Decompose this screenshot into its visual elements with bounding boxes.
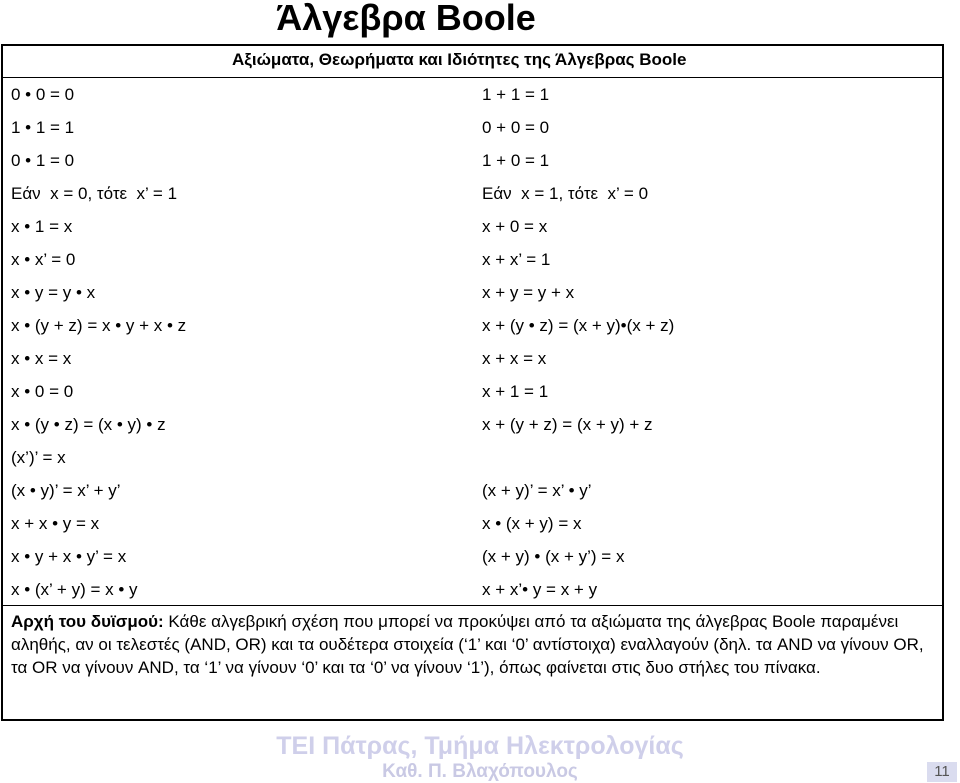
table-row — [0, 573, 944, 606]
or-identity: x + x’ = 1 — [482, 250, 551, 269]
and-identity: x • y = y • x — [11, 283, 96, 302]
table-row — [0, 309, 944, 342]
table-row — [0, 177, 944, 210]
or-identity: x + (y • z) = (x + y)•(x + z) — [482, 316, 675, 335]
and-identity: Εάν x = 0, τότε x’ = 1 — [11, 184, 178, 203]
and-identity: 1 • 1 = 1 — [11, 118, 75, 137]
table-row — [0, 474, 944, 507]
table-row — [0, 111, 944, 144]
or-identity: x + 1 = 1 — [482, 382, 549, 401]
and-identity: x • y + x • y’ = x — [11, 547, 127, 566]
and-identity: x • (y + z) = x • y + x • z — [11, 316, 187, 335]
table-row — [0, 408, 944, 441]
or-identity: 1 + 0 = 1 — [482, 151, 550, 170]
page-title: Άλγεβρα Boole — [276, 0, 536, 38]
and-identity: 0 • 1 = 0 — [11, 151, 75, 170]
table-row — [0, 342, 944, 375]
table-row — [0, 243, 944, 276]
table-row — [0, 540, 944, 573]
or-identity: x + x’• y = x + y — [482, 580, 598, 599]
or-identity: (x + y)’ = x’ • y’ — [482, 481, 592, 500]
or-identity: 0 + 0 = 0 — [482, 118, 550, 137]
duality-principle — [11, 610, 936, 679]
duality-label: Αρχή του δυϊσμού: — [11, 612, 164, 631]
and-identity: (x’)’ = x — [11, 448, 66, 467]
or-identity: x + y = y + x — [482, 283, 575, 302]
or-identity: x • (x + y) = x — [482, 514, 582, 533]
table-row — [0, 441, 944, 474]
table-row — [0, 375, 944, 408]
table-row — [0, 276, 944, 309]
and-identity: x • (y • z) = (x • y) • z — [11, 415, 166, 434]
page-number: 11 — [927, 762, 957, 782]
and-identity: x • 1 = x — [11, 217, 73, 236]
and-identity: x • x = x — [11, 349, 72, 368]
table-row — [0, 210, 944, 243]
and-identity: x • x’ = 0 — [11, 250, 76, 269]
table-row — [0, 144, 944, 177]
footer-author: Καθ. Π. Βλαχόπουλος — [382, 761, 578, 782]
and-identity: x • (x’ + y) = x • y — [11, 580, 138, 599]
and-identity: (x • y)’ = x’ + y’ — [11, 481, 121, 500]
and-identity: x • 0 = 0 — [11, 382, 74, 401]
or-identity: x + (y + z) = (x + y) + z — [482, 415, 653, 434]
or-identity: 1 + 1 = 1 — [482, 85, 550, 104]
footer-institution: ΤΕΙ Πάτρας, Τμήμα Ηλεκτρολογίας — [276, 732, 684, 760]
or-identity: x + x = x — [482, 349, 547, 368]
table-row — [0, 507, 944, 540]
table-caption: Αξιώματα, Θεωρήματα και Ιδιότητες της Άλγεβρας Boole — [232, 50, 687, 69]
table-row — [0, 78, 944, 111]
and-identity: x + x • y = x — [11, 514, 100, 533]
or-identity: x + 0 = x — [482, 217, 548, 236]
or-identity: (x + y) • (x + y’) = x — [482, 547, 625, 566]
and-identity: 0 • 0 = 0 — [11, 85, 75, 104]
duality-text: Κάθε αλγεβρική σχέση που μπορεί να προκύψει από τα αξιώματα της άλγεβρας Boole παραμένει αληθής, αν οι τελεστές (AND, OR) και τα ουδέτερα στοιχεία (‘1’ και ‘0’ αντίστοιχα) εναλλαγούν (δηλ. τα AND να γίνουν OR, τα OR να γίνουν AND, τα ‘1’ να γίνουν ‘0’ και τα ‘0’ να γίνουν ‘1’), όπως φαίνεται στις δυο στήλες του πίνακα. — [11, 612, 924, 677]
or-identity: Εάν x = 1, τότε x’ = 0 — [482, 184, 649, 203]
